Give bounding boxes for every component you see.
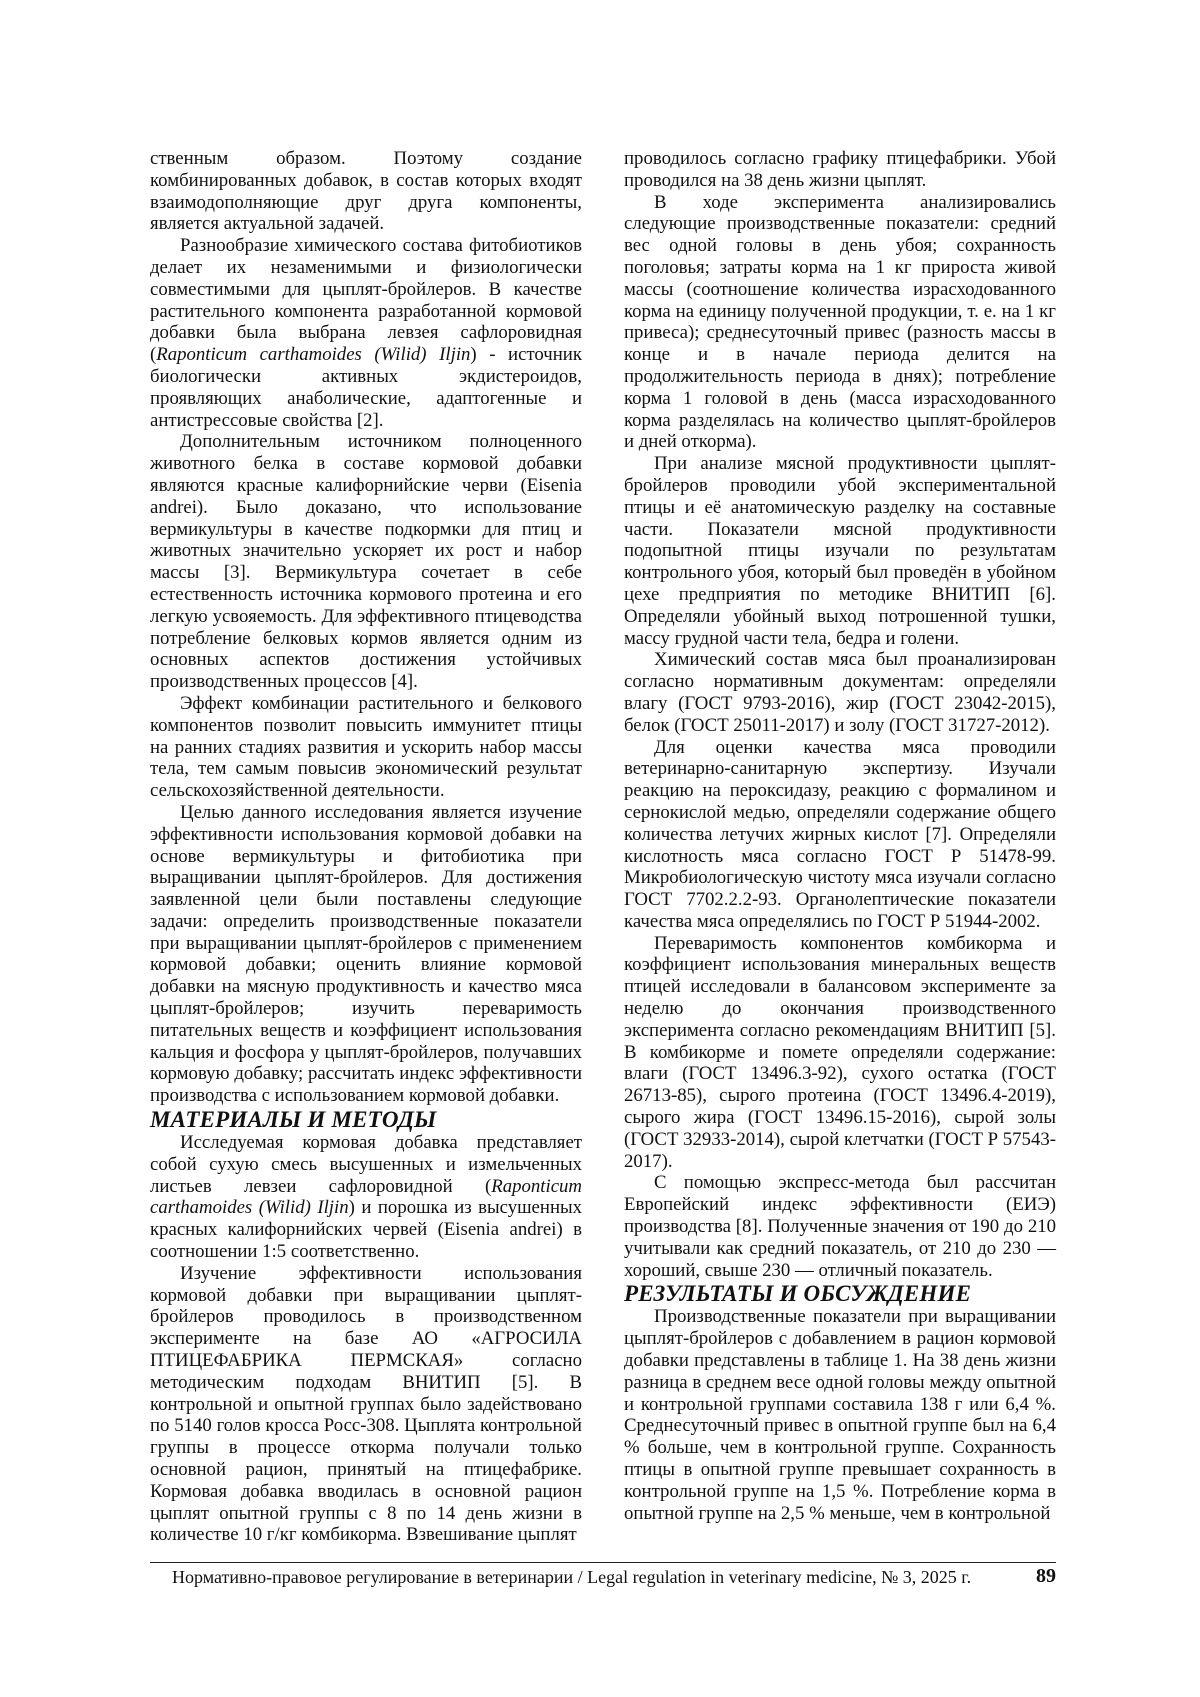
species-name: Raponticum carthamoides (Wilid) Iljin xyxy=(150,1176,582,1219)
journal-citation: Нормативно-правовое регулирование в ветеринарии / Legal regulation in veterinary medicine, № 3, 2025 г. xyxy=(172,1566,971,1588)
paragraph: Исследуемая кормовая добавка представляет собой сухую смесь высушенных и измельченных листьев левзеи сафлоровидной (Raponticum carthamoides (Wilid) Iljin) и порошка из высушенных красных калифорнийских червей (Eisenia andrei) в соотношении 1:5 соответственно. xyxy=(150,1132,582,1263)
paragraph: ственным образом. Поэтому создание комбинированных добавок, в состав которых входят взаимодополняющие друг друга компоненты, является актуальной задачей. xyxy=(150,148,582,235)
paragraph: Для оценки качества мяса проводили ветеринарно-санитарную экспертизу. Изучали реакцию на пероксидазу, реакцию с формалином и сернокислой медью, определяли содержание общего количества летучих жирных кислот [7]. Определяли кислотность мяса согласно ГОСТ Р 51478-99. Микробиологическую чистоту мяса изучали согласно ГОСТ 7702.2.2-93. Органолептические показатели качества мяса определялись по ГОСТ Р 51944-2002. xyxy=(624,737,1056,933)
paragraph: Химический состав мяса был проанализирован согласно нормативным документам: определяли влагу (ГОСТ 9793-2016), жир (ГОСТ 23042-2015), белок (ГОСТ 25011-2017) и золу (ГОСТ 31727-2012). xyxy=(624,649,1056,736)
paragraph: Разнообразие химического состава фитобиотиков делает их незаменимыми и физиологически совместимыми для цыплят-бройлеров. В качестве растительного компонента разработанной кормовой добавки была выбрана левзея сафлоровидная (Raponticum carthamoides (Wilid) Iljin) - источник биологически активных экдистероидов, проявляющих анаболические, адаптогенные и антистрессовые свойства [2]. xyxy=(150,235,582,431)
paragraph: В ходе эксперимента анализировались следующие производственные показатели: средний вес одной головы в день убоя; сохранность поголовья; затраты корма на 1 кг прироста живой массы (соотношение количества израсходованного корма на единицу полученной продукции, т. е. на 1 кг привеса); среднесуточный привес (разность массы в конце и в начале периода делится на продолжительность периода в днях); потребление корма 1 головой в день (масса израсходованного корма разделялась на количество цыплят-бройлеров и дней откорма). xyxy=(624,192,1056,454)
page-number: 89 xyxy=(1036,1565,1056,1587)
paragraph: С помощью экспресс-метода был рассчитан Европейский индекс эффективности (ЕИЭ) производства [8]. Полученные значения от 190 до 210 учитывали как средний показатель, от 210 до 230 — хороший, свыше 230 — отличный показатель. xyxy=(624,1172,1056,1281)
right-column xyxy=(624,148,1056,1524)
footer-divider xyxy=(150,1562,1056,1563)
paragraph: При анализе мясной продуктивности цыплят-бройлеров проводили убой экспериментальной птицы и её анатомическую разделку на составные части. Показатели мясной продуктивности подопытной птицы изучали по результатам контрольного убоя, который был проведён в убойном цехе предприятия по методике ВНИТИП [6]. Определяли убойный выход потрошенной тушки, массу грудной части тела, бедра и голени. xyxy=(624,453,1056,649)
paragraph: Целью данного исследования является изучение эффективности использования кормовой добавки на основе вермикультуры и фитобиотика при выращивании цыплят-бройлеров. Для достижения заявленной цели были поставлены следующие задачи: определить производственные показатели при выращивании цыплят-бройлеров с применением кормовой добавки; оценить влияние кормовой добавки на мясную продуктивность и качество мяса цыплят-бройлеров; изучить переваримость питательных веществ и коэффициент использования кальция и фосфора у цыплят-бройлеров, получавших кормовую добавку; рассчитать индекс эффективности производства с использованием кормовой добавки. xyxy=(150,802,582,1107)
paragraph: Переваримость компонентов комбикорма и коэффициент использования минеральных веществ птицей исследовали в балансовом эксперименте за неделю до окончания производственного эксперимента согласно рекомендациям ВНИТИП [5]. В комбикорме и помете определяли содержание: влаги (ГОСТ 13496.3-92), сухого остатка (ГОСТ 26713-85), сырого протеина (ГОСТ 13496.4-2019), сырого жира (ГОСТ 13496.15-2016), сырой золы (ГОСТ 32933-2014), сырой клетчатки (ГОСТ Р 57543-2017). xyxy=(624,933,1056,1173)
journal-page xyxy=(0,0,1200,1697)
species-name: Raponticum carthamoides (Wilid) Iljin xyxy=(156,344,470,365)
paragraph: Изучение эффективности использования кормовой добавки при выращивании цыплят-бройлеров проводилось в производственном эксперименте на базе АО «АГРОСИЛА ПТИЦЕФАБРИКА ПЕРМСКАЯ» согласно методическим подходам ВНИТИП [5]. В контрольной и опытной группах было задействовано по 5140 голов кросса Росс-308. Цыплята контрольной группы в процессе откорма получали только основной рацион, принятый на птицефабрике. Кормовая добавка вводилась в основной рацион цыплят опытной группы с 8 по 14 день жизни в количестве 10 г/кг комбикорма. Взвешивание цыплят xyxy=(150,1263,582,1546)
paragraph: Производственные показатели при выращивании цыплят-бройлеров с добавлением в рацион кормовой добавки представлены в таблице 1. На 38 день жизни разница в среднем весе одной головы между опытной и контрольной группами составила 138 г или 6,4 %. Среднесуточный привес в опытной группе был на 6,4 % больше, чем в контрольной группе. Сохранность птицы в опытной группе превышает сохранность в контрольной группе на 1,5 %. Потребление корма в опытной группе на 2,5 % меньше, чем в контрольной xyxy=(624,1306,1056,1524)
section-heading-results: РЕЗУЛЬТАТЫ И ОБСУЖДЕНИЕ xyxy=(624,1282,1056,1306)
paragraph: Дополнительным источником полноценного животного белка в составе кормовой добавки являются красные калифорнийские черви (Eisenia andrei). Было доказано, что использование вермикультуры в качестве подкормки для птиц и животных значительно ускоряет их рост и набор массы [3]. Вермикультура сочетает в себе естественность источника кормового протеина и его легкую усвояемость. Для эффективного птицеводства потребление белковых кормов является одним из основных аспектов достижения устойчивых производственных процессов [4]. xyxy=(150,431,582,693)
left-column xyxy=(150,148,582,1546)
section-heading-methods: МАТЕРИАЛЫ И МЕТОДЫ xyxy=(150,1108,582,1132)
paragraph: проводилось согласно графику птицефабрики. Убой проводился на 38 день жизни цыплят. xyxy=(624,148,1056,192)
paragraph: Эффект комбинации растительного и белкового компонентов позволит повысить иммунитет птицы на ранних стадиях развития и ускорить набор массы тела, тем самым повысив экономический результат сельскохозяйственной деятельности. xyxy=(150,693,582,802)
